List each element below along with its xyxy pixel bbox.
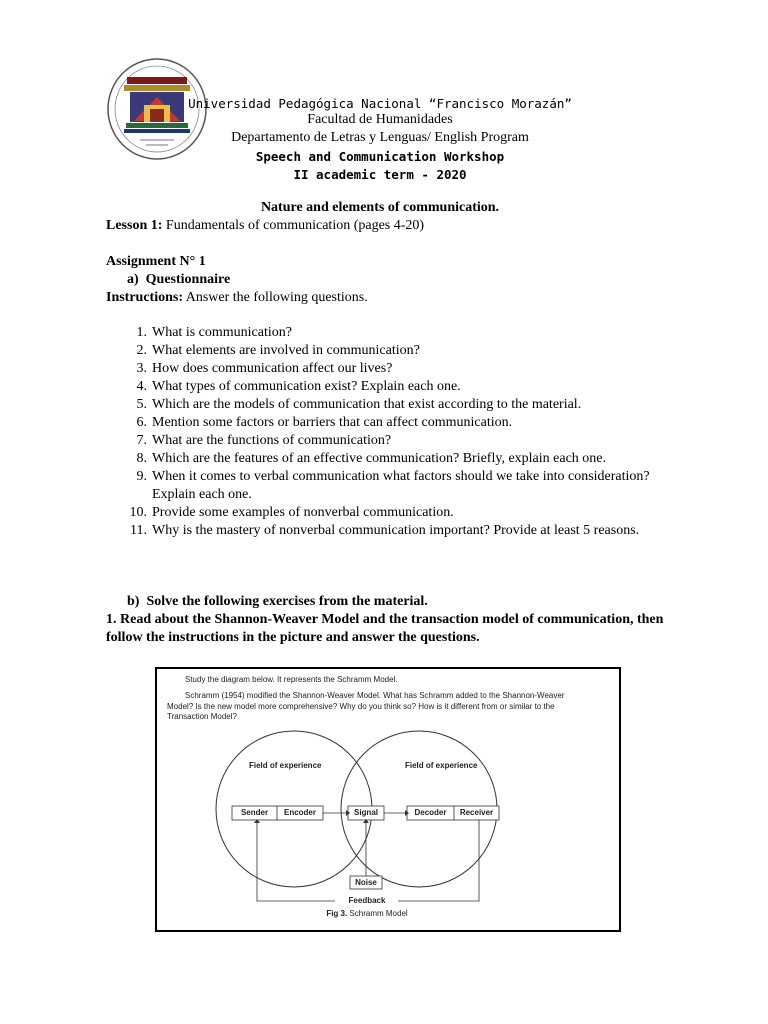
decoder-label: Decoder <box>414 808 447 817</box>
section-b-heading: b) Solve the following exercises from the material. <box>127 594 428 609</box>
caption-text: Schramm Model <box>347 909 408 918</box>
caption-label: Fig 3. <box>326 909 348 918</box>
lesson-label: Lesson 1: <box>106 218 163 233</box>
schramm-diagram <box>157 669 619 930</box>
receiver-label: Receiver <box>459 808 494 817</box>
workshop-name: Speech and Communication Workshop <box>255 149 505 164</box>
feedback-label: Feedback <box>348 896 386 905</box>
instructions-text: Answer the following questions. <box>183 290 368 305</box>
exercise-1-text: 1. Read about the Shannon-Weaver Model and the transaction model of communication, then follow the instructions in the picture and answer the questions. <box>106 612 664 645</box>
instructions-label: Instructions: <box>106 290 184 305</box>
university-name: Universidad Pedagógica Nacional “Francisco Morazán” <box>188 96 572 111</box>
lesson-line <box>106 217 666 235</box>
figure-caption <box>297 909 437 920</box>
figure-question: Schramm (1954) modified the Shannon-Weaver Model. What has Schramm added to the Shannon-Weaver Model? Is the new model more comprehensive? Why do you think so? How is it different from or similar to the Transaction Model? <box>167 691 565 721</box>
noise-label: Noise <box>355 878 377 887</box>
academic-term: II academic term - 2020 <box>293 167 467 182</box>
signal-label: Signal <box>353 808 378 817</box>
department-name: Departamento de Letras y Lenguas/ English Program <box>231 130 529 145</box>
lesson-text: Fundamentals of communication (pages 4-20) <box>162 218 425 233</box>
page-title: Nature and elements of communication. <box>260 200 500 215</box>
assignment-heading: Assignment N° 1 <box>106 254 206 269</box>
section-a-heading: a) Questionnaire <box>127 272 231 287</box>
faculty-name: Facultad de Humanidades <box>307 112 453 127</box>
schramm-model-figure <box>155 667 621 932</box>
field-left-label: Field of experience <box>249 761 322 770</box>
sender-label: Sender <box>240 808 269 817</box>
field-right-label: Field of experience <box>405 761 478 770</box>
instructions-line <box>106 289 666 307</box>
feedback-arrow <box>398 820 479 901</box>
encoder-label: Encoder <box>283 808 316 817</box>
figure-instruction: Study the diagram below. It represents the Schramm Model. <box>185 675 398 684</box>
